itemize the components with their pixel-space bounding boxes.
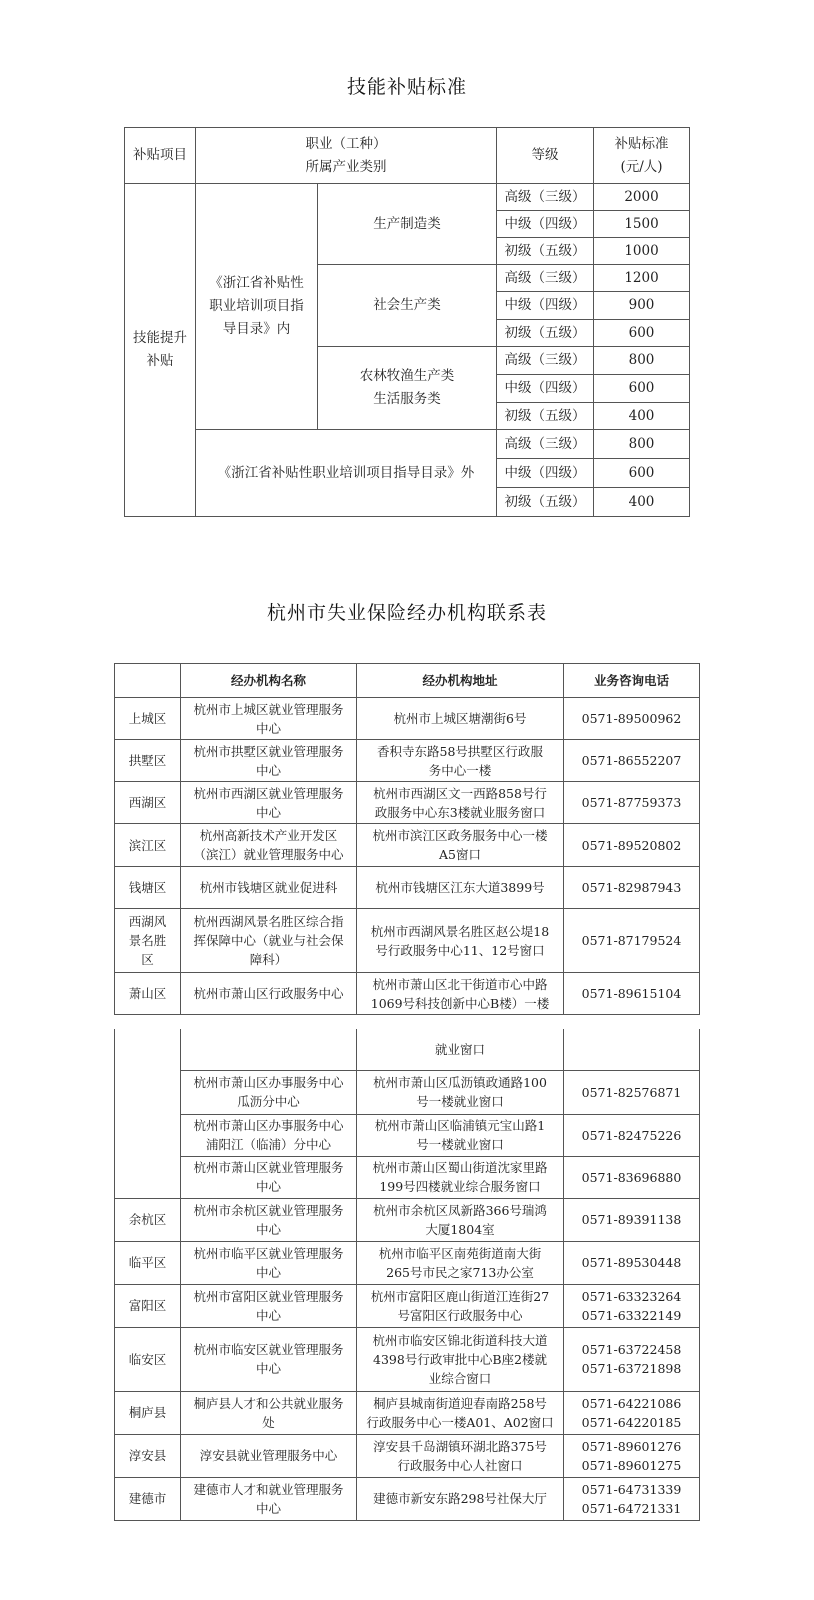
subsidy-item-cell <box>125 184 196 517</box>
level-cell: 中级（四级） <box>497 211 594 238</box>
address-cell <box>357 824 564 867</box>
level-cell: 中级（四级） <box>497 459 594 488</box>
agency-name-cell: 杭州市钱塘区就业促进科 <box>181 867 357 909</box>
agency-name-cell: 杭州市萧山区行政服务中心 <box>181 973 357 1015</box>
name-line: 障科） <box>249 952 288 967</box>
name-line: 建德市人才和就业管理服务 <box>193 1481 344 1497</box>
level-cell: 高级（三级） <box>497 347 594 375</box>
header-occupation <box>196 128 497 184</box>
address-line: 杭州市临安区锦北街道科技大道 <box>372 1332 548 1348</box>
address-line: A5窗口 <box>439 847 481 862</box>
name-line: 中心 <box>255 1221 281 1237</box>
name-line: 杭州市临安区就业管理服务 <box>193 1342 344 1357</box>
table-row <box>115 782 700 824</box>
address-line: 大厦1804室 <box>425 1221 495 1237</box>
address-cell <box>357 740 564 782</box>
phone-cell <box>564 1284 700 1327</box>
category-social-production: 社会生产类 <box>318 265 497 347</box>
table-row <box>115 1241 700 1284</box>
catalog-inside-line2: 职业培训项目指 <box>209 298 304 314</box>
phone-cell <box>564 1327 700 1391</box>
table-header-row <box>115 664 700 698</box>
address-line: 杭州市西湖区文一西路858号行 <box>373 785 547 801</box>
district-line: 西湖风 <box>128 914 167 929</box>
address-line: 号一楼就业窗口 <box>416 1094 504 1109</box>
district-cell: 建德市 <box>115 1477 181 1520</box>
skill-subsidy-title: 技能补贴标准 <box>346 76 467 98</box>
address-line: 号一楼就业窗口 <box>416 1137 504 1152</box>
name-line: 杭州市富阳区就业管理服务 <box>193 1288 344 1304</box>
address-cell <box>357 1391 564 1434</box>
phone-cell: 0571-82475226 <box>564 1114 700 1156</box>
district-cell: 桐庐县 <box>115 1391 181 1434</box>
table-row <box>115 1477 700 1520</box>
phone-line: 0571-64220185 <box>581 1414 682 1430</box>
header-occupation-line1: 职业（工种） <box>305 135 387 152</box>
agency-name-cell <box>181 1241 357 1284</box>
address-cell: 杭州市上城区塘潮街6号 <box>357 698 564 740</box>
agency-name-cell <box>181 1029 357 1070</box>
address-line: 杭州市余杭区凤新路366号瑞鸿 <box>373 1202 547 1218</box>
agency-contact-title: 杭州市失业保险经办机构联系表 <box>266 602 547 624</box>
header-district <box>115 664 181 698</box>
district-cell: 西湖区 <box>115 782 181 824</box>
address-line: 行政服务中心一楼A01、A02窗口 <box>366 1414 554 1430</box>
catalog-inside-cell <box>196 184 318 430</box>
skill-subsidy-table <box>124 127 690 517</box>
header-level: 等级 <box>497 128 594 184</box>
level-cell: 中级（四级） <box>497 375 594 403</box>
phone-cell: 0571-82576871 <box>564 1070 700 1114</box>
header-agency-address: 经办机构地址 <box>357 664 564 698</box>
level-cell: 初级（五级） <box>497 403 594 430</box>
address-cell: 建德市新安东路298号社保大厅 <box>357 1477 564 1520</box>
table-row <box>125 184 690 211</box>
address-line: 杭州市富阳区鹿山街道江连街27 <box>370 1288 550 1304</box>
district-cell: 临安区 <box>115 1327 181 1391</box>
district-cell: 淳安县 <box>115 1434 181 1477</box>
header-occupation-line2: 所属产业类别 <box>305 158 387 175</box>
name-line: 中心 <box>255 1500 281 1516</box>
level-cell: 初级（五级） <box>497 238 594 265</box>
phone-line: 0571-63721898 <box>581 1361 682 1376</box>
phone-cell: 0571-89520802 <box>564 824 700 867</box>
phone-line: 0571-64731339 <box>581 1481 682 1497</box>
address-line: 政服务中心东3楼就业服务窗口 <box>374 804 546 820</box>
value-cell: 900 <box>594 292 690 320</box>
address-cell <box>357 1114 564 1156</box>
header-standard-line1: 补贴标准 <box>614 135 669 152</box>
phone-cell <box>564 1391 700 1434</box>
name-line: 杭州市西湖区就业管理服务 <box>193 785 344 801</box>
phone-cell: 0571-89391138 <box>564 1198 700 1241</box>
address-line: 行政服务中心人社窗口 <box>397 1457 523 1473</box>
catalog-inside-line3: 导目录》内 <box>222 321 291 337</box>
table-row <box>115 824 700 867</box>
agency-name-cell <box>181 1284 357 1327</box>
table-row <box>115 1114 700 1156</box>
value-cell: 600 <box>594 459 690 488</box>
district-line: 景名胜 <box>128 933 167 948</box>
address-line: 杭州市临平区南苑街道南大街 <box>378 1245 542 1261</box>
name-line: 中心 <box>255 762 281 778</box>
address-line: 香积寺东路58号拱墅区行政服 <box>377 743 543 759</box>
agency-name-cell <box>181 782 357 824</box>
subsidy-item-line1: 技能提升 <box>133 330 187 346</box>
phone-cell: 0571-87759373 <box>564 782 700 824</box>
agency-name-cell <box>181 824 357 867</box>
district-cell-continued <box>115 1029 181 1198</box>
address-line: 199号四楼就业综合服务窗口 <box>379 1179 541 1194</box>
address-line: 杭州市萧山区瓜沥镇政通路100 <box>373 1075 547 1090</box>
district-cell: 拱墅区 <box>115 740 181 782</box>
name-line: 杭州市拱墅区就业管理服务 <box>193 743 344 759</box>
phone-cell <box>564 1434 700 1477</box>
address-cell <box>357 1156 564 1198</box>
name-line: 杭州市余杭区就业管理服务 <box>193 1202 344 1218</box>
phone-cell: 0571-83696880 <box>564 1156 700 1198</box>
address-line: 号行政服务中心11、12号窗口 <box>375 942 545 958</box>
name-line: 处 <box>262 1414 275 1430</box>
table-header-row <box>125 128 690 184</box>
phone-cell: 0571-89500962 <box>564 698 700 740</box>
agency-name-cell <box>181 1070 357 1114</box>
table-row <box>115 1391 700 1434</box>
header-phone: 业务咨询电话 <box>564 664 700 698</box>
district-cell: 余杭区 <box>115 1198 181 1241</box>
agency-name-cell: 淳安县就业管理服务中心 <box>181 1434 357 1477</box>
agency-name-cell <box>181 1391 357 1434</box>
agency-name-cell <box>181 1477 357 1520</box>
table-row <box>125 430 690 459</box>
name-line: 中心 <box>255 1264 281 1280</box>
table-row <box>115 698 700 740</box>
name-line: 浦阳江（临浦）分中心 <box>205 1137 331 1152</box>
address-line: 号富阳区行政服务中心 <box>397 1307 523 1323</box>
name-line: 杭州西湖风景名胜区综合指 <box>193 914 344 929</box>
agency-name-cell <box>181 1114 357 1156</box>
header-agency-name: 经办机构名称 <box>181 664 357 698</box>
value-cell: 400 <box>594 403 690 430</box>
value-cell: 600 <box>594 375 690 403</box>
address-cell <box>357 1241 564 1284</box>
address-line: 桐庐县城南街道迎春南路258号 <box>373 1395 547 1411</box>
address-line: 杭州市滨江区政务服务中心一楼 <box>372 828 548 843</box>
address-cell: 就业窗口 <box>357 1029 564 1070</box>
value-cell: 400 <box>594 488 690 517</box>
address-cell <box>357 1284 564 1327</box>
name-line: 挥保障中心（就业与社会保 <box>193 933 344 948</box>
phone-cell: 0571-86552207 <box>564 740 700 782</box>
district-cell: 钱塘区 <box>115 867 181 909</box>
table-row <box>115 1198 700 1241</box>
name-line: 杭州市临平区就业管理服务 <box>193 1245 344 1261</box>
phone-line: 0571-63323264 <box>581 1288 682 1304</box>
level-cell: 高级（三级） <box>497 430 594 459</box>
phone-cell: 0571-89530448 <box>564 1241 700 1284</box>
name-line: 桐庐县人才和公共就业服务 <box>193 1395 344 1411</box>
category-agri-line2: 生活服务类 <box>373 391 441 407</box>
value-cell: 600 <box>594 320 690 347</box>
phone-line: 0571-64221086 <box>581 1395 682 1411</box>
address-cell <box>357 909 564 973</box>
name-line: 中心 <box>255 1307 281 1323</box>
district-line: 区 <box>141 952 154 967</box>
name-line: 中心 <box>255 1361 281 1376</box>
address-line: 265号市民之家713办公室 <box>386 1264 534 1280</box>
district-cell: 滨江区 <box>115 824 181 867</box>
agency-name-cell <box>181 698 357 740</box>
phone-cell: 0571-82987943 <box>564 867 700 909</box>
name-line: 中心 <box>255 804 281 820</box>
catalog-inside-line1: 《浙江省补贴性 <box>209 275 304 291</box>
table-row <box>115 1156 700 1198</box>
header-standard <box>594 128 690 184</box>
table-row <box>115 1434 700 1477</box>
address-cell <box>357 1198 564 1241</box>
address-cell <box>357 973 564 1015</box>
table-row <box>115 1070 700 1114</box>
address-cell <box>357 1327 564 1391</box>
address-line: 1069号科技创新中心B楼）一楼 <box>370 995 550 1011</box>
address-line: 务中心一楼 <box>428 762 492 778</box>
header-subsidy-item: 补贴项目 <box>125 128 196 184</box>
value-cell: 800 <box>594 347 690 375</box>
name-line: 杭州市萧山区办事服务中心 <box>193 1118 344 1133</box>
address-line: 杭州市萧山区蜀山街道沈家里路 <box>372 1160 548 1175</box>
phone-line: 0571-63722458 <box>581 1342 682 1357</box>
category-agri-line1: 农林牧渔生产类 <box>359 368 455 384</box>
agency-name-cell <box>181 1156 357 1198</box>
phone-line: 0571-63322149 <box>581 1307 682 1323</box>
level-cell: 高级（三级） <box>497 265 594 292</box>
name-line: 中心 <box>255 720 281 736</box>
name-line: 中心 <box>255 1179 281 1194</box>
table-row <box>115 1029 700 1070</box>
level-cell: 初级（五级） <box>497 320 594 347</box>
phone-cell: 0571-87179524 <box>564 909 700 973</box>
address-cell <box>357 1070 564 1114</box>
district-cell: 萧山区 <box>115 973 181 1015</box>
level-cell: 初级（五级） <box>497 488 594 517</box>
address-cell <box>357 782 564 824</box>
value-cell: 2000 <box>594 184 690 211</box>
header-standard-line2: (元/人) <box>620 158 663 175</box>
phone-cell: 0571-89615104 <box>564 973 700 1015</box>
district-cell: 临平区 <box>115 1241 181 1284</box>
address-line: 杭州市萧山区北干街道市心中路 <box>372 976 548 992</box>
table-row <box>115 740 700 782</box>
address-line: 业综合窗口 <box>428 1370 492 1386</box>
name-line: 杭州高新技术产业开发区 <box>199 828 338 843</box>
name-line: （滨江）就业管理服务中心 <box>193 847 344 862</box>
value-cell: 1000 <box>594 238 690 265</box>
catalog-outside-cell: 《浙江省补贴性职业培训项目指导目录》外 <box>196 430 497 517</box>
level-cell: 高级（三级） <box>497 184 594 211</box>
agency-name-cell <box>181 1198 357 1241</box>
name-line: 杭州市萧山区办事服务中心 <box>193 1075 344 1090</box>
name-line: 杭州市上城区就业管理服务 <box>193 701 344 717</box>
agency-name-cell <box>181 909 357 973</box>
table-row <box>115 1284 700 1327</box>
district-cell: 富阳区 <box>115 1284 181 1327</box>
agency-contact-table-continued <box>114 1029 700 1521</box>
address-line: 淳安县千岛湖镇环湖北路375号 <box>373 1438 547 1454</box>
district-cell: 上城区 <box>115 698 181 740</box>
value-cell: 1200 <box>594 265 690 292</box>
table-row <box>115 973 700 1015</box>
phone-cell <box>564 1029 700 1070</box>
agency-contact-table <box>114 663 700 1015</box>
value-cell: 1500 <box>594 211 690 238</box>
address-line: 杭州市西湖风景名胜区赵公堤18 <box>370 923 550 939</box>
address-line: 杭州市萧山区临浦镇元宝山路1 <box>374 1118 546 1133</box>
district-cell <box>115 909 181 973</box>
address-cell: 杭州市钱塘区江东大道3899号 <box>357 867 564 909</box>
address-cell <box>357 1434 564 1477</box>
level-cell: 中级（四级） <box>497 292 594 320</box>
address-line: 4398号行政审批中心B座2楼就 <box>373 1351 547 1367</box>
category-agri-service <box>318 347 497 430</box>
category-manufacturing: 生产制造类 <box>318 184 497 265</box>
name-line: 瓜沥分中心 <box>237 1094 300 1109</box>
phone-cell <box>564 1477 700 1520</box>
phone-line: 0571-89601275 <box>581 1457 682 1473</box>
value-cell: 800 <box>594 430 690 459</box>
agency-name-cell <box>181 1327 357 1391</box>
name-line: 杭州市萧山区就业管理服务 <box>193 1160 344 1175</box>
table-row <box>115 867 700 909</box>
table-row <box>115 909 700 973</box>
phone-line: 0571-64721331 <box>581 1500 682 1516</box>
agency-name-cell <box>181 740 357 782</box>
subsidy-item-line2: 补贴 <box>146 353 174 369</box>
table-row <box>115 1327 700 1391</box>
phone-line: 0571-89601276 <box>581 1438 682 1454</box>
